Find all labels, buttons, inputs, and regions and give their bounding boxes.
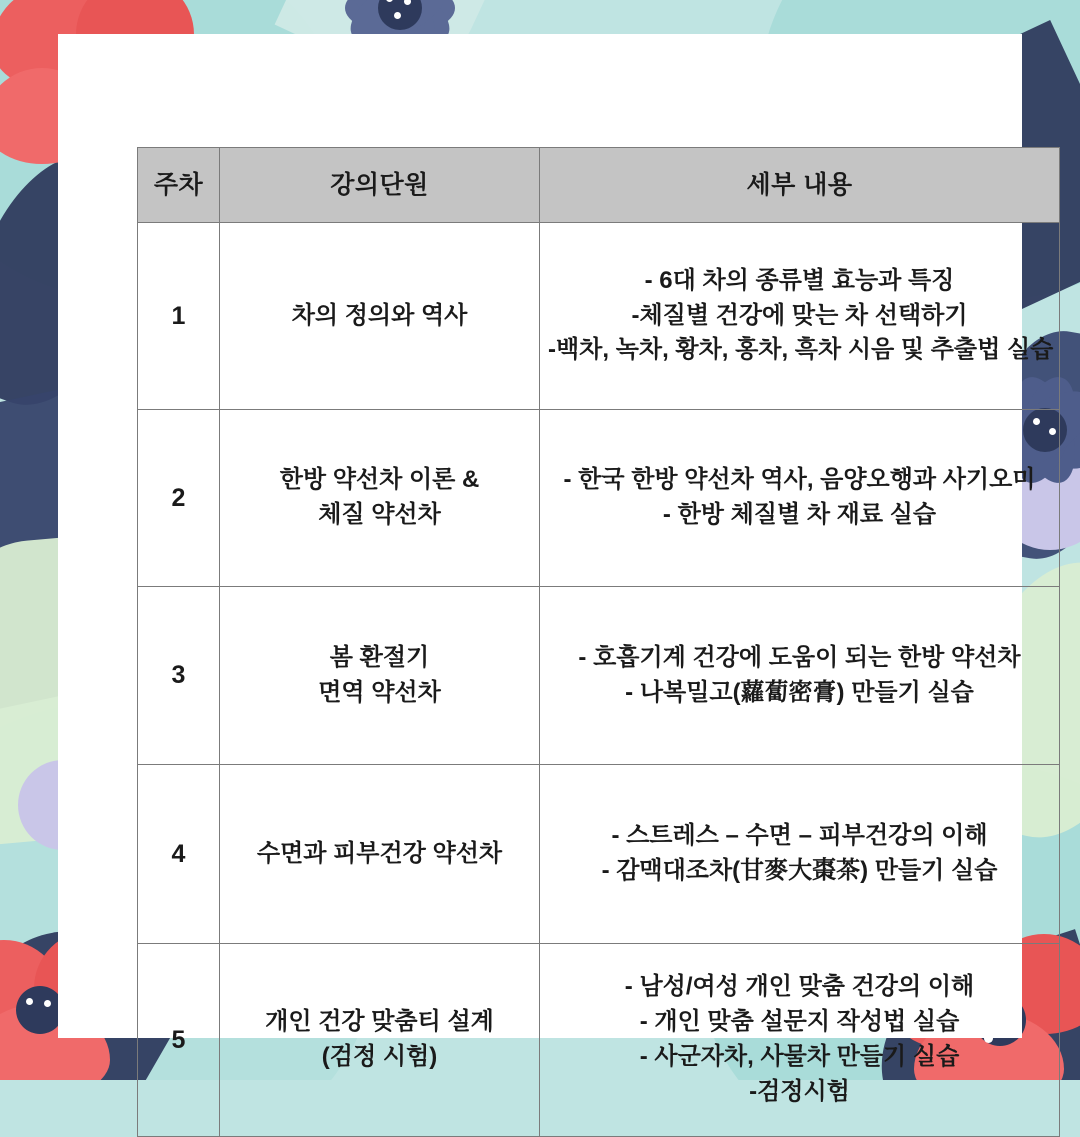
cell-detail — [540, 223, 1060, 410]
flower-center — [16, 986, 64, 1034]
detail-line: - 스트레스 – 수면 – 피부건강의 이해 — [611, 822, 988, 850]
detail-line: - 한방 체질별 차 재료 실습 — [662, 501, 937, 528]
detail-line: - 나복밀고(蘿蔔密膏) 만들기 실습 — [625, 678, 974, 706]
cell-unit — [220, 944, 540, 1137]
cell-detail — [540, 410, 1060, 587]
table-row — [138, 765, 1060, 944]
cell-unit — [220, 223, 540, 410]
unit-line: (검정 시험) — [321, 1043, 438, 1070]
detail-line: -체질별 건강에 맞는 차 선택하기 — [631, 301, 968, 329]
cell-week: 1 — [138, 223, 220, 410]
detail-line: - 개인 맞춤 설문지 작성법 실습 — [639, 1008, 960, 1036]
column-header-unit: 강의단원 — [220, 148, 540, 223]
cell-detail — [540, 765, 1060, 944]
table-body — [138, 223, 1060, 1137]
column-header-detail: 세부 내용 — [540, 148, 1060, 223]
detail-line: - 한국 한방 약선차 역사, 음양오행과 사기오미 — [563, 466, 1036, 494]
cell-unit — [220, 587, 540, 765]
unit-line: 체질 약선차 — [318, 501, 441, 528]
cell-unit — [220, 410, 540, 587]
content-card — [58, 34, 1054, 1105]
table-row — [138, 410, 1060, 587]
detail-line: - 6대 차의 종류별 효능과 특징 — [644, 266, 955, 294]
cell-week: 5 — [138, 944, 220, 1137]
detail-line: - 감맥대조차(甘麥大棗茶) 만들기 실습 — [601, 857, 998, 884]
detail-line: - 사군자차, 사물차 만들기 실습 — [639, 1043, 960, 1070]
table-header — [138, 148, 1060, 223]
column-header-week: 주차 — [138, 148, 220, 223]
unit-line: 수면과 피부건강 약선차 — [256, 839, 503, 867]
cell-week: 3 — [138, 587, 220, 765]
curriculum-table — [137, 147, 1060, 1137]
cell-detail — [540, 944, 1060, 1137]
unit-line: 한방 약선차 이론 & — [279, 466, 480, 494]
detail-line: -검정시험 — [749, 1077, 850, 1105]
unit-line: 면역 약선차 — [318, 678, 441, 706]
unit-line: 봄 환절기 — [329, 643, 430, 671]
cell-detail — [540, 587, 1060, 765]
unit-line: 개인 건강 맞춤티 설계 — [265, 1008, 494, 1036]
cell-week: 2 — [138, 410, 220, 587]
table-row — [138, 944, 1060, 1137]
detail-line: - 호흡기계 건강에 도움이 되는 한방 약선차 — [578, 643, 1021, 671]
unit-line: 차의 정의와 역사 — [291, 301, 468, 329]
detail-line: -백차, 녹차, 황차, 홍차, 흑차 시음 및 추출법 실습 — [548, 336, 1054, 364]
cell-week: 4 — [138, 765, 220, 944]
table-row — [138, 223, 1060, 410]
cell-unit — [220, 765, 540, 944]
table-header-row — [138, 148, 1060, 223]
table-row — [138, 587, 1060, 765]
detail-line: - 남성/여성 개인 맞춤 건강의 이해 — [624, 973, 975, 1001]
